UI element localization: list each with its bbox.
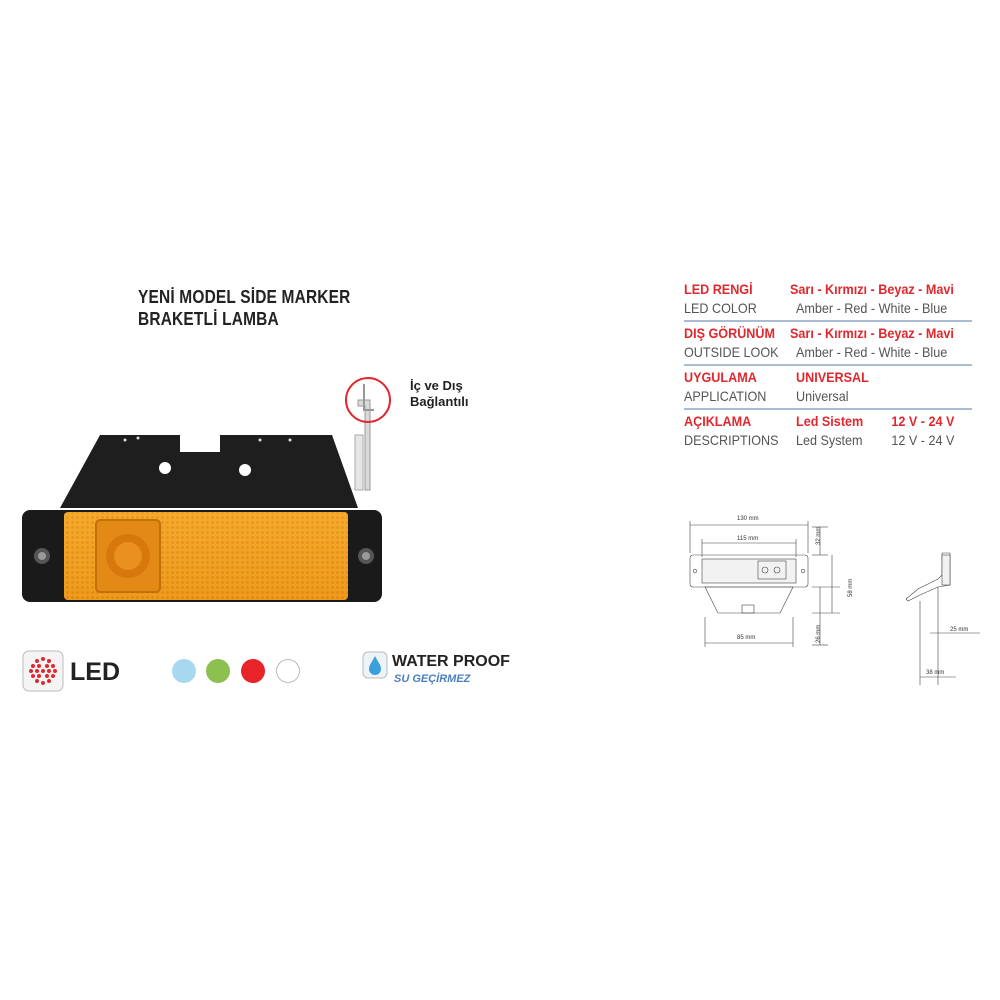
spec-label-tr: DIŞ GÖRÜNÜM [684, 324, 776, 341]
waterproof-title: WATER PROOF [392, 653, 510, 670]
dim-side-offset: 25 mm [950, 627, 969, 633]
spec-label-tr: AÇIKLAMA [684, 412, 752, 429]
product-title [138, 286, 351, 330]
spec-voltage-tr: 12 V - 24 V [891, 412, 955, 429]
dim-width-outer: 130 mm [737, 516, 759, 522]
led-icon [22, 650, 64, 692]
dim-height-top: 32 mm [816, 526, 822, 545]
spec-label-tr: LED RENGİ [684, 280, 753, 297]
dim-bracket-height: 26 mm [816, 624, 822, 643]
dim-side-depth: 38 mm [926, 670, 945, 676]
spec-value-en: Amber - Red - White - Blue [796, 299, 948, 316]
spec-value-tr: UNIVERSAL [796, 368, 869, 385]
waterproof-subtitle: SU GEÇİRMEZ [394, 673, 471, 685]
spec-label-en: OUTSIDE LOOK [684, 343, 779, 360]
spec-row-outside-look [684, 322, 972, 366]
spec-label-tr: UYGULAMA [684, 368, 757, 385]
water-drop-icon [362, 651, 388, 679]
swatch-white [276, 659, 300, 683]
spec-value-en: Universal [796, 387, 849, 404]
led-feature [22, 650, 132, 694]
spec-row-application [684, 366, 972, 410]
spec-value-tr: Led Sistem [796, 412, 864, 429]
dim-width-inner: 115 mm [737, 536, 759, 542]
spec-value-tr: Sarı - Kırmızı - Beyaz - Mavi [789, 280, 954, 297]
title-line-1: YENİ MODEL SİDE MARKER [138, 287, 351, 307]
dim-height-total: 58 mm [848, 578, 854, 597]
swatch-red [241, 659, 265, 683]
callout-label: İç ve Dış Bağlantılı [410, 378, 469, 409]
dim-bracket-width: 85 mm [737, 635, 756, 641]
swatch-blue [172, 659, 196, 683]
spec-row-led-color [684, 278, 972, 322]
spec-value-en: Led System [796, 431, 863, 448]
drawing-bracket [705, 587, 793, 613]
spec-table [684, 278, 972, 452]
spec-label-en: DESCRIPTIONS [684, 431, 779, 448]
spec-voltage-en: 12 V - 24 V [891, 431, 955, 448]
spec-value-en: Amber - Red - White - Blue [796, 343, 948, 360]
spec-row-descriptions [684, 410, 972, 452]
title-line-2: BRAKETLİ LAMBA [138, 309, 279, 329]
spec-value-tr: Sarı - Kırmızı - Beyaz - Mavi [789, 324, 954, 341]
spec-label-en: LED COLOR [684, 299, 757, 316]
led-label: LED [70, 658, 120, 686]
spec-label-en: APPLICATION [684, 387, 767, 404]
swatch-green [206, 659, 230, 683]
dimension-drawing [680, 505, 980, 695]
